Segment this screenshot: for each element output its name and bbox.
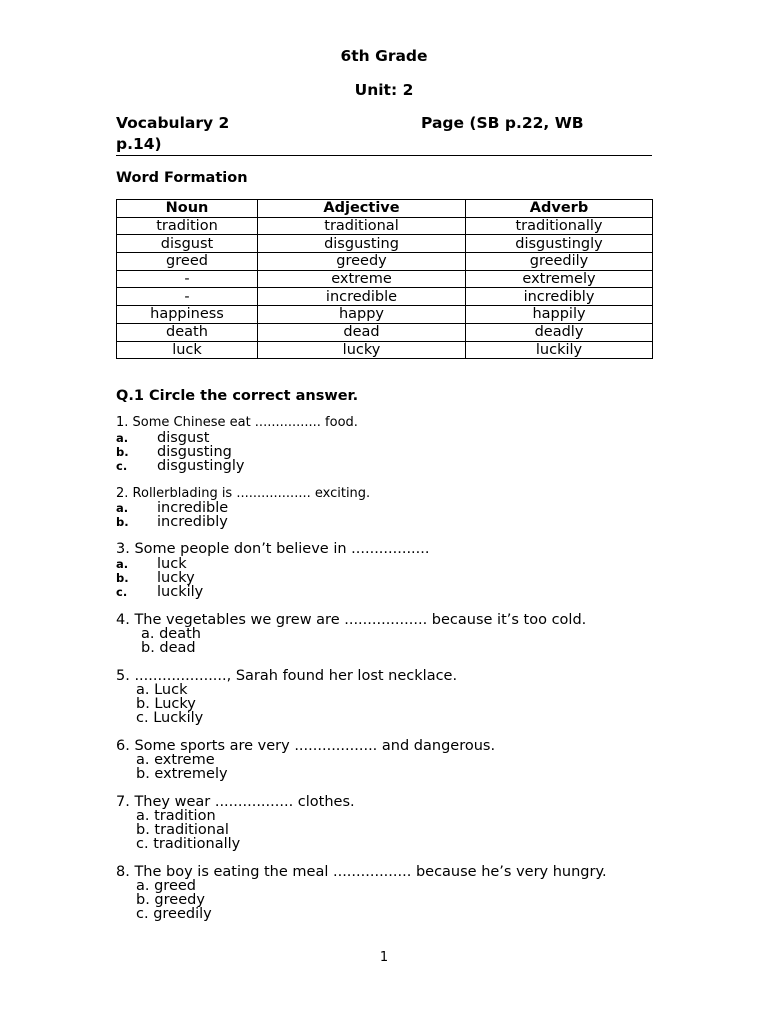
noun-cell: luck (117, 341, 258, 359)
noun-cell: tradition (117, 217, 258, 235)
question-5-option-a: a. Luck (136, 682, 188, 698)
question-7-option-c: c. traditionally (136, 836, 241, 852)
option-letter: c. (116, 585, 128, 599)
vocabulary-heading: Vocabulary 2 (116, 114, 230, 132)
question-8-option-b: b. greedy (136, 892, 205, 908)
question-2-option-a (116, 501, 228, 515)
question-3: 3. Some people don’t believe in ................. (116, 541, 430, 557)
noun-cell: greed (117, 253, 258, 271)
column-header-adjective: Adjective (258, 200, 466, 218)
adverb-cell: greedily (466, 253, 653, 271)
question-section-title: Q.1 Circle the correct answer. (116, 388, 359, 404)
page-number: 1 (379, 950, 389, 965)
option-letter: a. (116, 557, 129, 571)
header-rule (116, 155, 652, 156)
question-2: 2. Rollerblading is .................. exciting. (116, 486, 371, 501)
adverb-cell: incredibly (466, 288, 653, 306)
question-5-option-b: b. Lucky (136, 696, 196, 712)
question-1: 1. Some Chinese eat ................ food. (116, 415, 358, 430)
table-row (117, 235, 653, 253)
column-header-adverb: Adverb (466, 200, 653, 218)
question-3-option-c (116, 585, 203, 599)
option-letter: a. (116, 501, 129, 515)
question-6-option-a: a. extreme (136, 752, 215, 768)
option-letter: b. (116, 571, 129, 585)
page-reference-continued: p.14) (116, 135, 162, 153)
question-1-option-a (116, 431, 209, 445)
option-text: incredibly (157, 514, 228, 530)
option-letter: a. (116, 431, 129, 445)
table-row (117, 323, 653, 341)
question-4-option-b: b. dead (141, 640, 196, 656)
adverb-cell: deadly (466, 323, 653, 341)
option-text: luckily (157, 584, 204, 600)
question-8-option-a: a. greed (136, 878, 196, 894)
question-4-option-a: a. death (141, 626, 201, 642)
adjective-cell: happy (258, 306, 466, 324)
option-text: lucky (157, 570, 195, 586)
table-row (117, 270, 653, 288)
adverb-cell: luckily (466, 341, 653, 359)
question-4: 4. The vegetables we grew are .................. because it’s too cold. (116, 612, 587, 628)
question-7: 7. They wear ................. clothes. (116, 794, 355, 810)
option-text: disgusting (157, 444, 232, 460)
column-header-noun: Noun (117, 200, 258, 218)
table-header-row (117, 200, 653, 218)
adjective-cell: lucky (258, 341, 466, 359)
option-letter: b. (116, 445, 129, 459)
adjective-cell: extreme (258, 270, 466, 288)
table-row (117, 253, 653, 271)
question-2-option-b (116, 515, 228, 529)
question-3-option-b (116, 571, 195, 585)
table-row (117, 288, 653, 306)
noun-cell: death (117, 323, 258, 341)
question-8: 8. The boy is eating the meal ................. because he’s very hungry. (116, 864, 607, 880)
table-row (117, 217, 653, 235)
adjective-cell: disgusting (258, 235, 466, 253)
grade-title: 6th Grade (340, 47, 428, 65)
option-letter: b. (116, 515, 129, 529)
word-formation-table (116, 199, 653, 359)
adjective-cell: incredible (258, 288, 466, 306)
question-7-option-b: b. traditional (136, 822, 229, 838)
question-1-option-c (116, 459, 244, 473)
question-7-option-a: a. tradition (136, 808, 216, 824)
noun-cell: happiness (117, 306, 258, 324)
question-1-option-b (116, 445, 232, 459)
question-5-option-c: c. Luckily (136, 710, 204, 726)
noun-cell: - (117, 288, 258, 306)
option-text: incredible (157, 500, 229, 516)
page-reference: Page (SB p.22, WB (421, 114, 584, 132)
adjective-cell: dead (258, 323, 466, 341)
option-text: luck (157, 556, 187, 572)
question-5: 5. ...................., Sarah found her lost necklace. (116, 668, 458, 684)
adjective-cell: traditional (258, 217, 466, 235)
question-6: 6. Some sports are very .................. and dangerous. (116, 738, 496, 754)
question-8-option-c: c. greedily (136, 906, 212, 922)
table-row (117, 341, 653, 359)
adverb-cell: traditionally (466, 217, 653, 235)
option-letter: c. (116, 459, 128, 473)
adjective-cell: greedy (258, 253, 466, 271)
adverb-cell: disgustingly (466, 235, 653, 253)
section-title: Word Formation (116, 170, 248, 186)
adverb-cell: happily (466, 306, 653, 324)
adverb-cell: extremely (466, 270, 653, 288)
option-text: disgust (157, 430, 210, 446)
question-3-option-a (116, 557, 187, 571)
unit-title: Unit: 2 (354, 81, 414, 99)
option-text: disgustingly (157, 458, 245, 474)
noun-cell: disgust (117, 235, 258, 253)
table-row (117, 306, 653, 324)
noun-cell: - (117, 270, 258, 288)
question-6-option-b: b. extremely (136, 766, 228, 782)
